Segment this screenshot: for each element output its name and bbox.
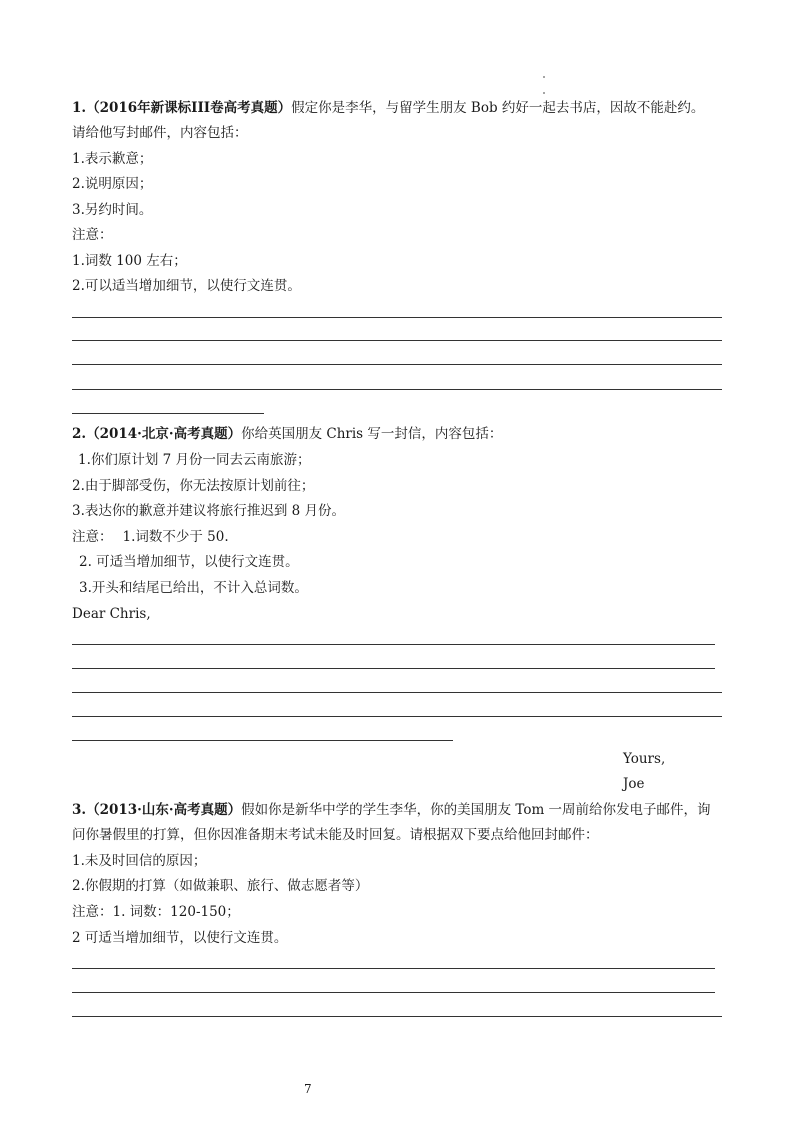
q1-item: 2.说明原因；	[72, 176, 153, 192]
q1-note-label: 注意：	[72, 227, 113, 243]
q3-heading: 3.（2013·山东·高考真题）	[72, 802, 242, 818]
q2-item: 1.你们原计划 7 月份一同去云南旅游；	[78, 452, 311, 468]
q2-note: 1.词数不少于 50.	[122, 529, 229, 545]
q3-note: 2 可适当增加细节，以使行文连贯。	[72, 930, 288, 946]
q2-line	[72, 425, 502, 443]
answer-line[interactable]	[72, 740, 453, 741]
q3-prompt2: 问你暑假里的打算，但你因准备期末考试未能及时回复。请根据双下要点给他回封邮件：	[72, 827, 599, 843]
answer-line[interactable]	[72, 340, 722, 341]
scan-mark	[543, 76, 545, 78]
answer-line[interactable]	[72, 317, 722, 318]
q3-note: 注意：1. 词数：120-150；	[72, 904, 240, 920]
q2-note: 3.开头和结尾已给出，不计入总词数。	[79, 580, 308, 596]
q2-item: 3.表达你的歉意并建议将旅行推迟到 8 月份。	[72, 503, 346, 519]
q3-item: 1.未及时回信的原因；	[72, 853, 207, 869]
q2-prompt: 你给英国朋友 Chris 写一封信，内容包括：	[241, 426, 503, 442]
answer-line[interactable]	[72, 364, 722, 365]
answer-line[interactable]	[72, 992, 715, 993]
q2-item: 2.由于脚部受伤，你无法按原计划前往；	[72, 478, 315, 494]
q1-prompt: 假定你是李华，与留学生朋友 Bob 约好一起去书店，因故不能赴约。	[291, 100, 705, 116]
q2-closing: Yours,	[623, 751, 666, 767]
q3-line	[72, 801, 711, 819]
answer-line[interactable]	[72, 413, 264, 414]
q2-note-line	[72, 528, 229, 546]
q2-note-label: 注意：	[72, 529, 113, 545]
q1-heading: 1.（2016年新课标III卷高考真题）	[72, 100, 292, 116]
q2-signature: Joe	[623, 776, 645, 792]
q1-item: 1.表示歉意；	[72, 151, 153, 167]
q3-item: 2.你假期的打算（如做兼职、旅行、做志愿者等）	[72, 878, 369, 894]
answer-line[interactable]	[72, 692, 722, 693]
q2-note: 2. 可适当增加细节，以使行文连贯。	[79, 554, 299, 570]
q1-prompt2: 请给他写封邮件，内容包括：	[72, 125, 248, 141]
q1-note: 2.可以适当增加细节，以使行文连贯。	[72, 278, 301, 294]
q2-heading: 2.（2014·北京·高考真题）	[72, 426, 242, 442]
answer-line[interactable]	[72, 968, 715, 969]
page-number: 7	[304, 1082, 312, 1096]
q3-prompt: 假如你是新华中学的学生李华，你的美国朋友 Tom 一周前给你发电子邮件，询	[241, 802, 711, 818]
answer-line[interactable]	[72, 716, 722, 717]
answer-line[interactable]	[72, 668, 715, 669]
q1-line	[72, 99, 704, 117]
answer-line[interactable]	[72, 1016, 722, 1017]
q1-note: 1.词数 100 左右；	[72, 253, 187, 269]
answer-line[interactable]	[72, 644, 715, 645]
q1-item: 3.另约时间。	[72, 202, 153, 218]
q2-salutation: Dear Chris,	[72, 606, 151, 622]
scan-mark	[543, 92, 545, 94]
answer-line[interactable]	[72, 389, 722, 390]
